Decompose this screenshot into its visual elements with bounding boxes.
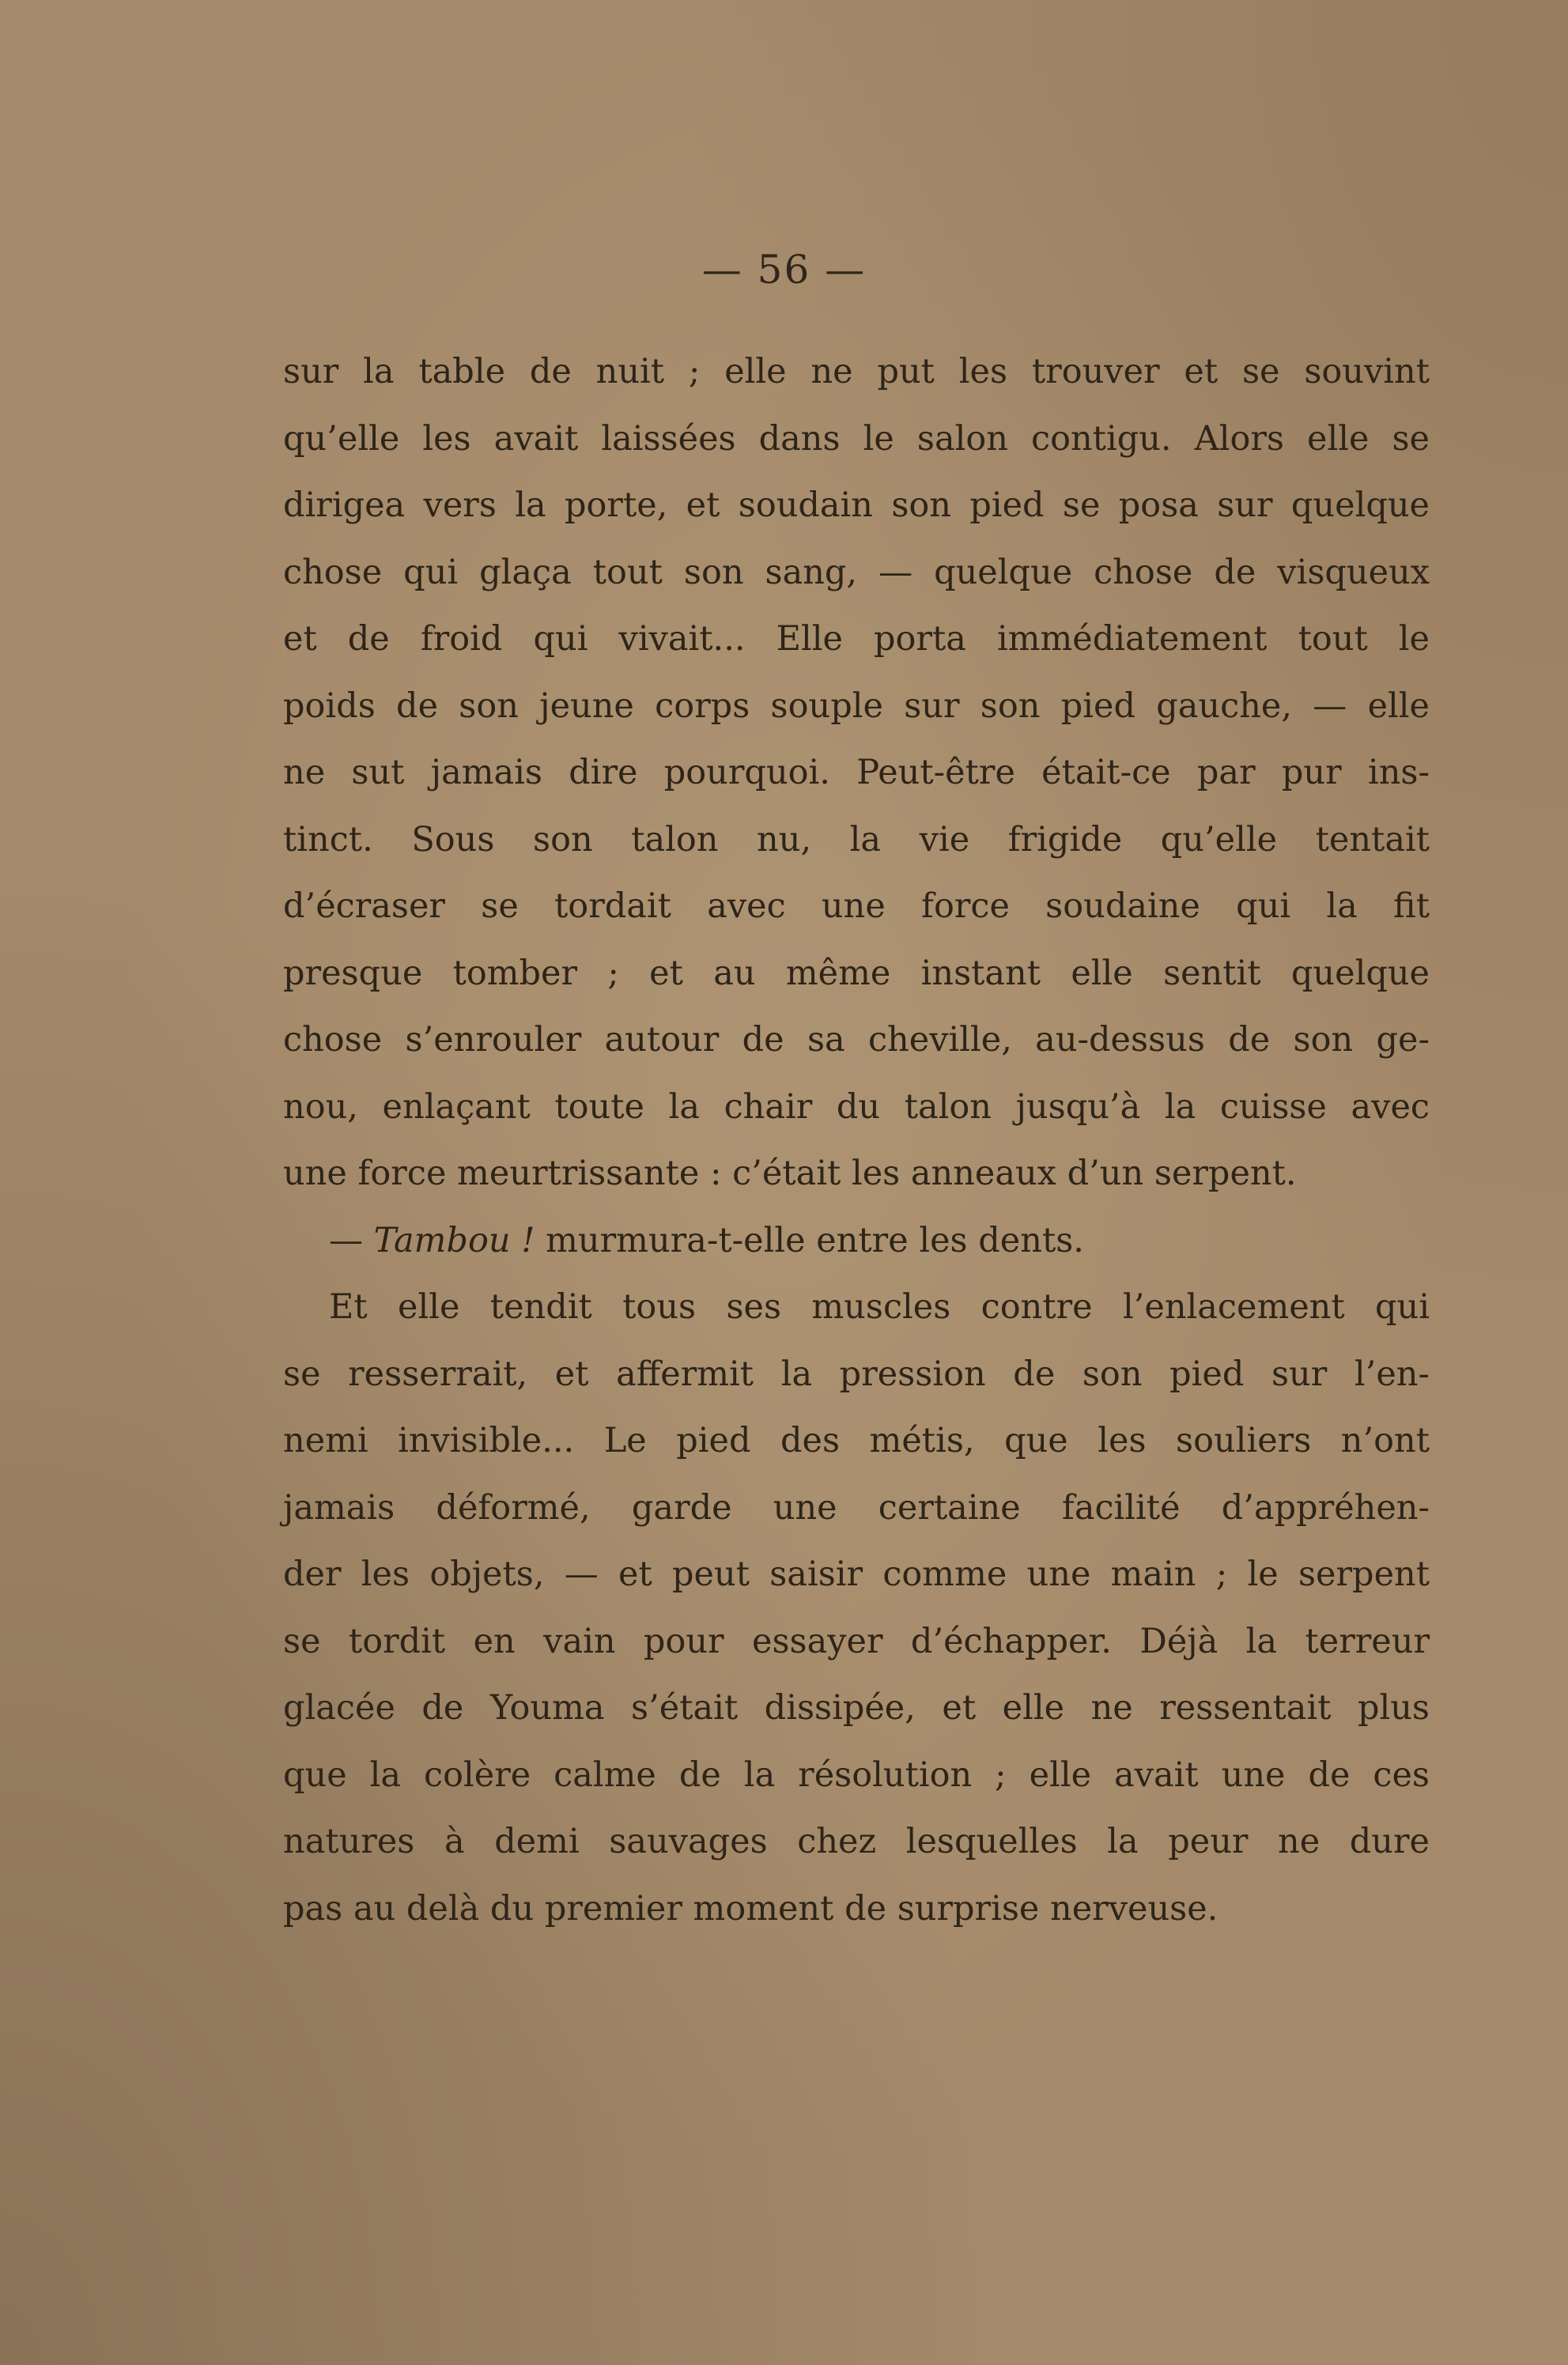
paragraph-1 bbox=[283, 338, 1430, 1207]
dialogue-line bbox=[283, 1207, 1430, 1275]
text-line: chose qui glaça tout son sang, — quelque chose de visqueux bbox=[283, 552, 1430, 592]
text-line: poids de son jeune corps souple sur son pied gauche, — elle bbox=[283, 686, 1430, 726]
text-line: que la colère calme de la résolution ; elle avait une de ces bbox=[283, 1755, 1430, 1795]
text-line: dirigea vers la porte, et soudain son pied se posa sur quelque bbox=[283, 485, 1430, 525]
dialogue-dash: — bbox=[329, 1220, 363, 1260]
text-line: nou, enlaçant toute la chair du talon jusqu’à la cuisse avec bbox=[283, 1086, 1430, 1127]
text-line: une force meurtrissante : c’était les anneaux d’un serpent. bbox=[283, 1154, 1297, 1193]
paragraph-3 bbox=[283, 1274, 1430, 1942]
text-line: sur la table de nuit ; elle ne put les trouver et se souvint bbox=[283, 352, 1430, 391]
text-line: d’écraser se tordait avec une force soudaine qui la fit bbox=[283, 886, 1430, 926]
text-line: qu’elle les avait laissées dans le salon contigu. Alors elle se bbox=[283, 418, 1430, 459]
text-line: se resserrait, et affermit la pression de son pied sur l’en- bbox=[283, 1354, 1430, 1394]
body-text bbox=[283, 338, 1430, 1942]
text-line: natures à demi sauvages chez lesquelles la peur ne dure bbox=[283, 1822, 1430, 1861]
text-line: presque tomber ; et au même instant elle sentit quelque bbox=[283, 953, 1430, 993]
dialogue-rest: murmura-t-elle entre les dents. bbox=[546, 1220, 1084, 1260]
text-line: der les objets, — et peut saisir comme une main ; le serpent bbox=[283, 1555, 1430, 1594]
text-line: glacée de Youma s’était dissipée, et elle ne ressentait plus bbox=[283, 1688, 1430, 1728]
text-line: nemi invisible... Le pied des métis, que les souliers n’ont bbox=[283, 1421, 1430, 1460]
text-line: jamais déformé, garde une certaine facilité d’appréhen- bbox=[283, 1487, 1430, 1528]
text-line: se tordit en vain pour essayer d’échapper. Déjà la terreur bbox=[283, 1621, 1430, 1661]
text-line: et de froid qui vivait... Elle porta immédiatement tout le bbox=[283, 619, 1430, 659]
text-line: Et elle tendit tous ses muscles contre l’enlacement qui bbox=[329, 1287, 1430, 1327]
text-line: ne sut jamais dire pourquoi. Peut-être était-ce par pur ins- bbox=[283, 753, 1430, 792]
text-line: tinct. Sous son talon nu, la vie frigide qu’elle tentait bbox=[283, 819, 1430, 859]
text-line: pas au delà du premier moment de surprise nerveuse. bbox=[283, 1888, 1219, 1929]
dialogue-exclamation: Tambou ! bbox=[373, 1220, 535, 1260]
text-line: chose s’enrouler autour de sa cheville, au-dessus de son ge- bbox=[283, 1020, 1430, 1060]
page-number: — 56 — bbox=[701, 247, 867, 293]
